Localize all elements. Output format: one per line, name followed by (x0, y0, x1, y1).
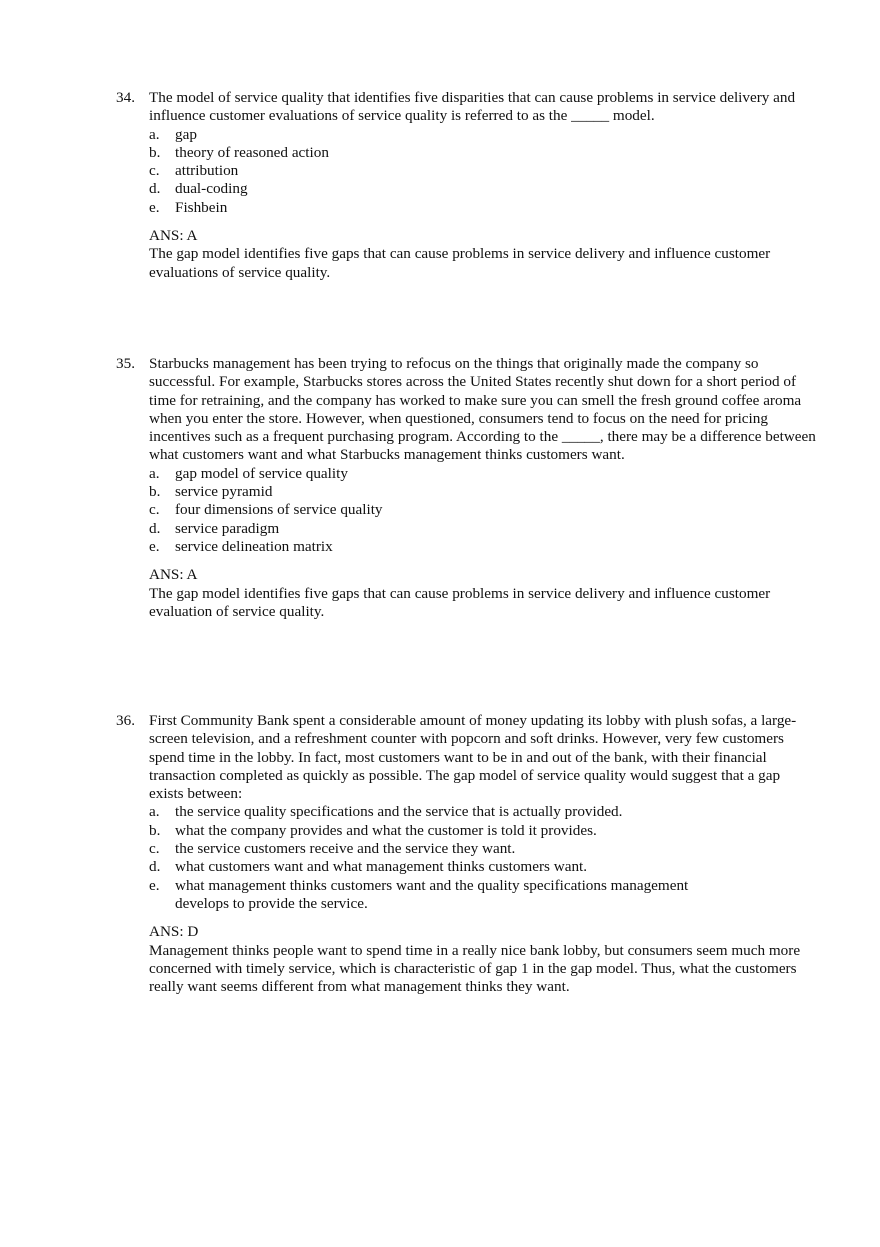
option-letter: a. (149, 803, 160, 821)
option-b (149, 483, 816, 501)
option-letter: d. (149, 180, 161, 198)
option-letter: c. (149, 162, 160, 180)
option-text: the service customers receive and the service they want. (175, 840, 516, 858)
option-letter: b. (149, 821, 161, 839)
option-letter: e. (149, 537, 160, 555)
option-c (149, 840, 816, 858)
option-b (149, 822, 816, 840)
option-letter: e. (149, 876, 160, 894)
option-text: four dimensions of service quality (175, 501, 383, 519)
answer-block (149, 227, 816, 282)
option-letter: d. (149, 519, 161, 537)
option-letter: b. (149, 483, 161, 501)
answer-label: ANS: A (149, 227, 198, 245)
question-number: 35. (116, 355, 135, 372)
answer-explanation: Management thinks people want to spend time in a really nice bank lobby, but consumers seem much more concerned with timely service, which is characteristic of gap 1 in the gap model. Thus, what the customers really want seems different from what management thinks they want. (149, 941, 801, 996)
option-text: theory of reasoned action (175, 143, 329, 161)
question-text: The model of service quality that identifies five disparities that can cause problems in service delivery and influence customer evaluations of service quality is referred to as the _____ model. (149, 89, 796, 125)
option-text: what customers want and what management thinks customers want. (175, 858, 588, 876)
option-list (149, 803, 816, 913)
option-text: gap model of service quality (175, 464, 348, 482)
question-number: 36. (116, 712, 135, 729)
option-letter: c. (149, 501, 160, 519)
question-stem (116, 89, 816, 126)
answer-block (149, 923, 816, 996)
option-list (149, 465, 816, 556)
option-letter: d. (149, 858, 161, 876)
answer-label: ANS: D (149, 923, 199, 941)
option-d (149, 180, 816, 198)
question-35 (116, 355, 816, 621)
option-text: service pyramid (175, 483, 273, 501)
option-letter: a. (149, 464, 160, 482)
option-letter: a. (149, 125, 160, 143)
question-34 (116, 89, 816, 282)
question-stem (116, 355, 816, 465)
option-e (149, 877, 816, 914)
option-text: service paradigm (175, 519, 280, 537)
option-text: what management thinks customers want and the quality specifications management develops to provide the service. (175, 876, 689, 912)
option-e (149, 538, 816, 556)
question-36 (116, 712, 816, 996)
option-letter: e. (149, 198, 160, 216)
option-text: dual-coding (175, 180, 248, 198)
option-c (149, 162, 816, 180)
answer-label: ANS: A (149, 566, 198, 584)
option-text: attribution (175, 162, 239, 180)
option-e (149, 199, 816, 217)
question-number: 34. (116, 89, 135, 106)
question-text: First Community Bank spent a considerable amount of money updating its lobby with plush sofas, a large-screen television, and a refreshment counter with popcorn and soft drinks. However, very few customers spend time in the lobby. In fact, most customers want to be in and out of the bank, with their financial transaction completed as quickly as possible. The gap model of service quality would suggest that a gap exists between: (149, 712, 797, 803)
question-text: Starbucks management has been trying to refocus on the things that originally made the company so successful. For example, Starbucks stores across the United States recently shut down for a short period of time for retraining, and the company has worked to make sure you can smell the fresh ground coffee aroma when you enter the store. However, when questioned, consumers tend to focus on the need for pricing incentives such as a frequent purchasing program. According to the _____, there may be a difference between what customers want and what Starbucks management thinks customers want. (149, 355, 816, 464)
option-text: what the company provides and what the customer is told it provides. (175, 821, 597, 839)
option-b (149, 144, 816, 162)
question-stem (116, 712, 816, 803)
option-text: Fishbein (175, 198, 228, 216)
option-text: service delineation matrix (175, 537, 333, 555)
answer-explanation: The gap model identifies five gaps that can cause problems in service delivery and influence customer evaluations of service quality. (149, 245, 771, 281)
option-letter: b. (149, 143, 161, 161)
option-list (149, 126, 816, 217)
option-a (149, 126, 816, 144)
option-d (149, 858, 816, 876)
option-a (149, 465, 816, 483)
option-text: the service quality specifications and the service that is actually provided. (175, 803, 623, 821)
option-a (149, 803, 816, 821)
answer-block (149, 566, 816, 621)
option-d (149, 520, 816, 538)
option-letter: c. (149, 840, 160, 858)
option-c (149, 501, 816, 519)
answer-explanation: The gap model identifies five gaps that can cause problems in service delivery and influence customer evaluation of service quality. (149, 584, 771, 620)
option-text: gap (175, 125, 197, 143)
